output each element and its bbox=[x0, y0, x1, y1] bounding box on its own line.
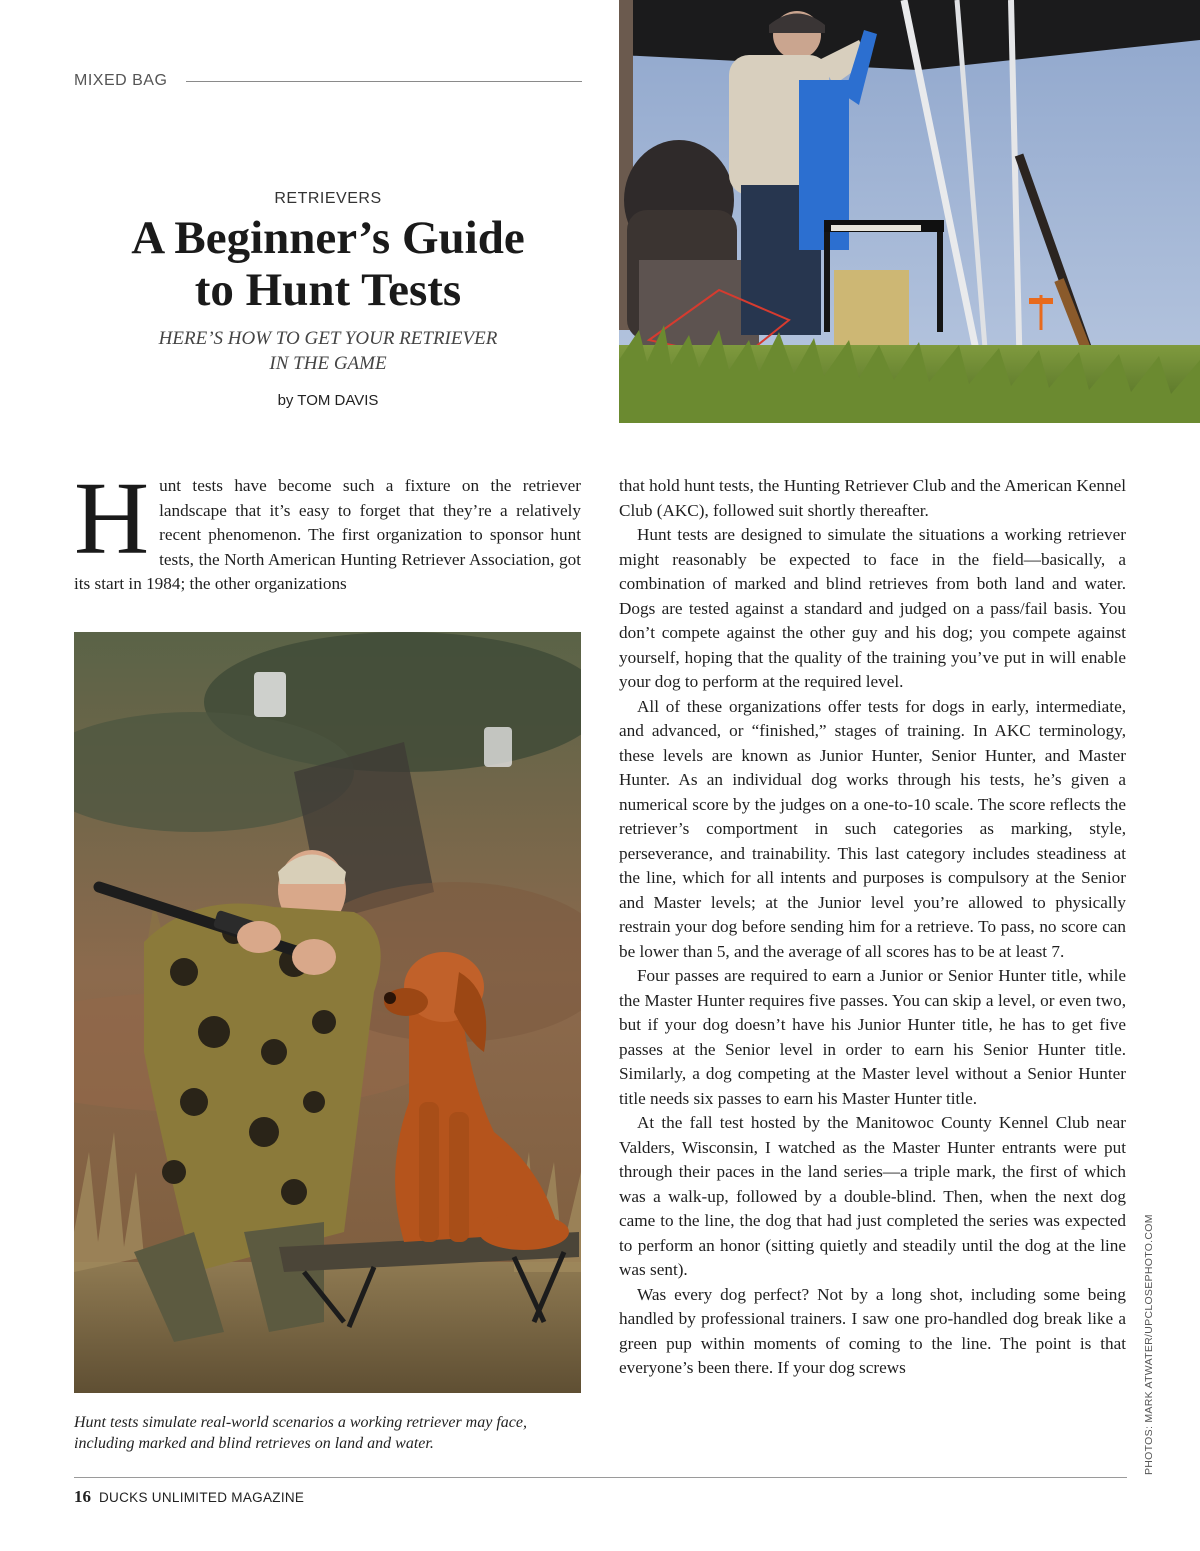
article-dek-line-1: HERE’S HOW TO GET YOUR RETRIEVER bbox=[158, 328, 498, 349]
article-kicker: RETRIEVERS bbox=[274, 190, 382, 207]
page-footer bbox=[74, 1487, 304, 1507]
photo-caption: Hunt tests simulate real-world scenarios a working retriever may face, including marked and blind retrieves on land and water. bbox=[74, 1414, 527, 1452]
article-paragraph-5: At the fall test hosted by the Manitowoc County Kennel Club near Valders, Wisconsin, I watched as the Master Hunter entrants were put through their paces in the land series—a triple mark, the first of which was a walk-up, followed by a double-blind. Then, when the next dog came to the line, the dog that had just completed the series was expected to perform an honor (sitting quietly and steadily until the dog at the line was sent). bbox=[619, 1113, 1126, 1279]
photo-credit-text: PHOTOS: MARK ATWATER/UPCLOSEPHOTO.COM bbox=[1143, 1214, 1155, 1475]
article-dek-line-2: IN THE GAME bbox=[269, 353, 387, 374]
article-paragraph-2: Hunt tests are designed to simulate the situations a working retriever might reasonably be expected to face in the field—basically, a combination of marked and blind retrieves from both land and water. Dogs are tested against a standard and judged on a pass/fail basis. You don’t compete against the other guy and his dog; you compete against yourself, hoping that the quality of the training you’ve put in will enable your dog to perform at the required level. bbox=[619, 525, 1126, 691]
article-paragraph-6: Was every dog perfect? Not by a long shot, including some being handled by professional trainers. I saw one pro-handled dog break like a green pup within moments of coming to the line. The point is that everyone’s been there. If your dog screws bbox=[619, 1284, 1126, 1377]
article-column-1 bbox=[74, 461, 581, 597]
article-paragraph-3: All of these organizations offer tests for dogs in early, intermediate, and advanced, or “finished,” stages of training. In AKC terminology, these levels are known as Junior Hunter, Senior Hunter, and Master Hunter. As an individual dog works through his tests, he’s given a numerical score by the judges on a one-to-10 scale. The score reflects the retriever’s comportment in such categories as marking, style, perseverance, and trainability. This last category includes steadiness at the line, which for all intents and purposes is compulsory at the Senior and Master levels; at the Junior level you’re allowed to physically restrain your dog before sending him for a retrieve. To pass, no score can be lower than 5, and the average of all scores has to be at least 7. bbox=[619, 696, 1126, 961]
article-title-line-1: A Beginner’s Guide bbox=[131, 212, 525, 264]
section-rule bbox=[186, 81, 582, 82]
judges-photo bbox=[619, 0, 1200, 423]
article-column-2 bbox=[619, 474, 1126, 1381]
photo-credit bbox=[1143, 1214, 1159, 1475]
footer-rule bbox=[74, 1477, 1127, 1478]
article-dek bbox=[74, 326, 582, 376]
article-title bbox=[74, 212, 582, 316]
drop-cap: H bbox=[74, 461, 150, 576]
article-paragraph-1-start: unt tests have become such a fixture on the retriever landscape that it’s easy to forget that they’re a relatively recent phenomenon. The first organization to sponsor hunt tests, the North American Hunting Retriever Association, got its start in 1984; the other organizations bbox=[74, 476, 581, 593]
publication-name: DUCKS UNLIMITED MAGAZINE bbox=[99, 1490, 305, 1505]
article-paragraph-4: Four passes are required to earn a Junior or Senior Hunter title, while the Master Hunter requires five passes. You can skip a level, or even two, but if your dog doesn’t have his Junior Hunter title, he has to get five passes at the Senior level in order to earn his Senior Hunter title. Similarly, a dog competing at the Master level without a Senior Hunter title needs six passes to earn his Master Hunter title. bbox=[619, 966, 1126, 1108]
article-paragraph-1-end: that hold hunt tests, the Hunting Retriever Club and the American Kennel Club (AKC), followed suit shortly thereafter. bbox=[619, 476, 1126, 520]
hunter-dog-photo bbox=[74, 632, 581, 1393]
section-label: MIXED BAG bbox=[74, 72, 168, 89]
article-title-line-2: to Hunt Tests bbox=[194, 264, 462, 316]
section-header bbox=[74, 72, 582, 92]
page-number: 16 bbox=[74, 1487, 91, 1506]
article-byline: by TOM DAVIS bbox=[277, 392, 379, 409]
